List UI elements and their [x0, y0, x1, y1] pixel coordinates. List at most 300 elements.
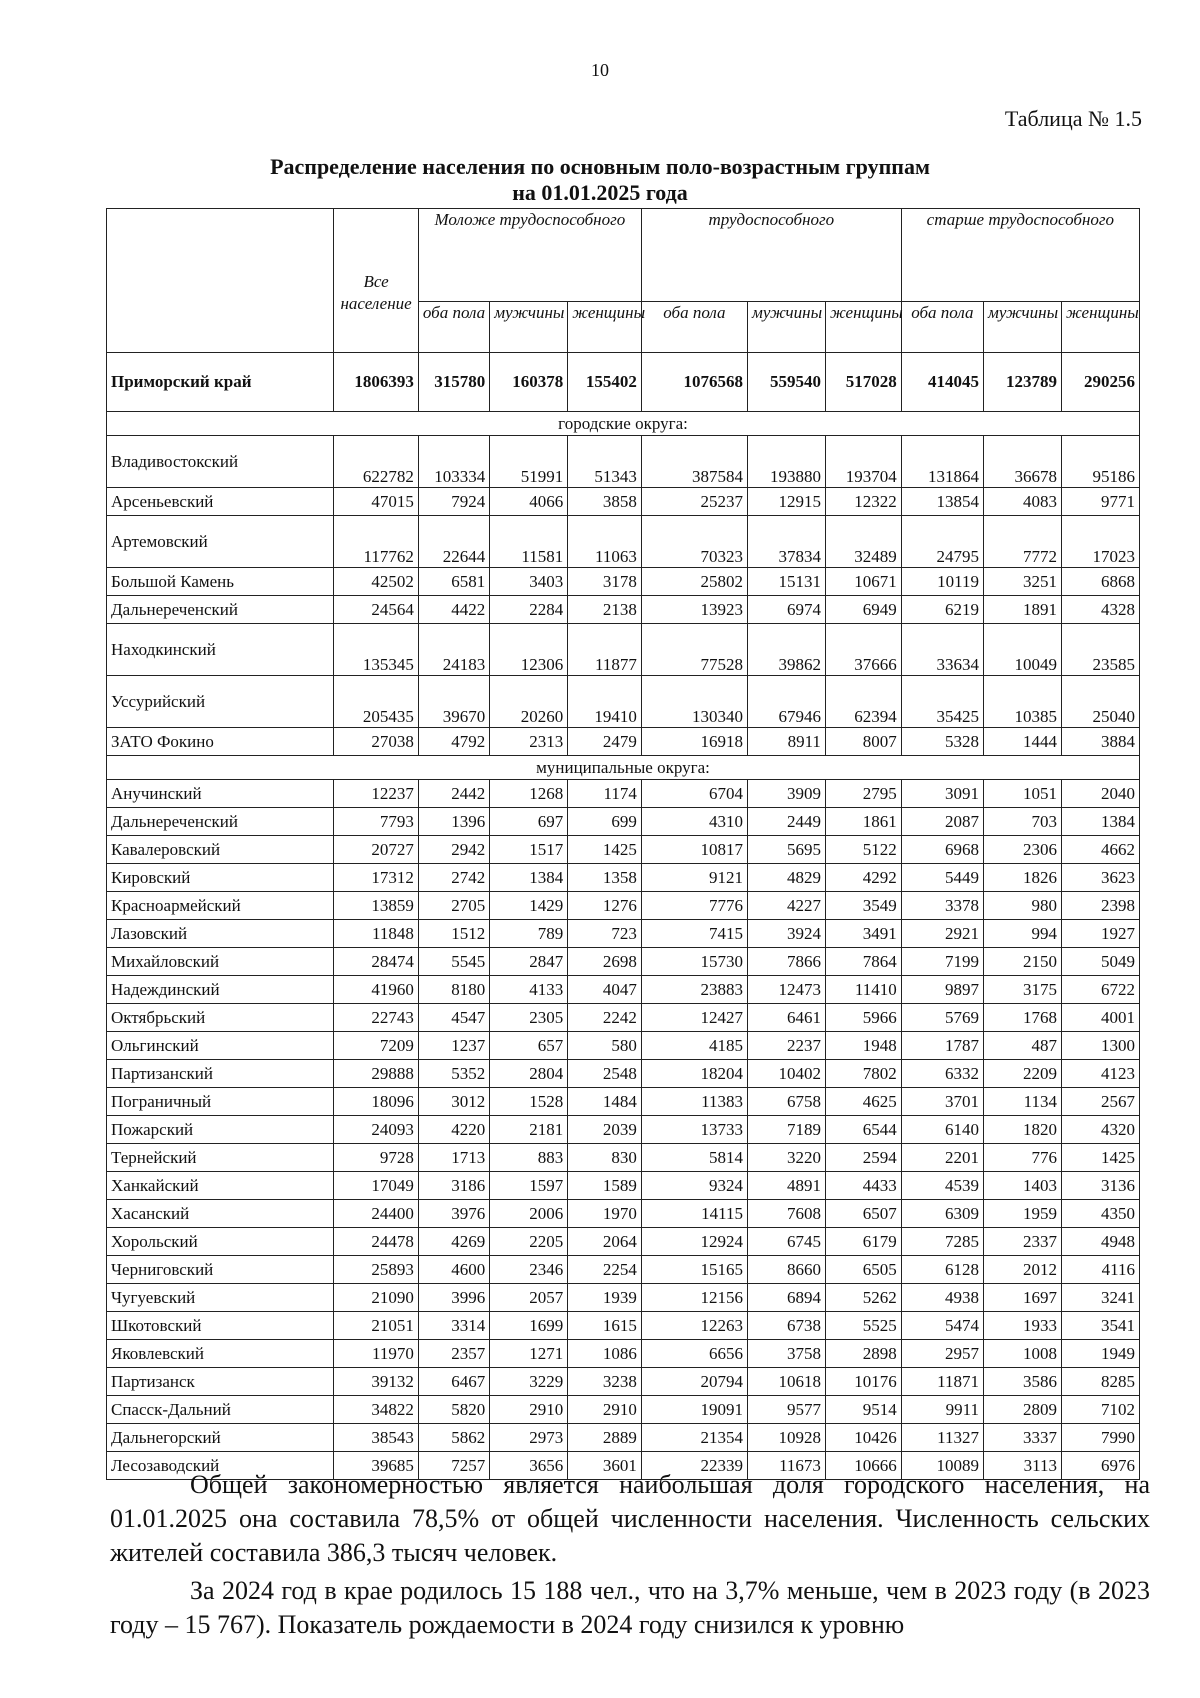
table-cell: 14115	[641, 1200, 747, 1228]
table-cell: 2087	[901, 808, 983, 836]
table-cell: 3656	[490, 1452, 568, 1480]
table-cell: 5814	[641, 1144, 747, 1172]
table-cell: 1512	[418, 920, 489, 948]
table-row	[107, 1116, 1140, 1144]
table-cell: 13854	[901, 488, 983, 516]
table-cell: 23883	[641, 976, 747, 1004]
table-cell: 19091	[641, 1396, 747, 1424]
table-cell: 2313	[490, 728, 568, 756]
table-cell: 6140	[901, 1116, 983, 1144]
table-cell: 2398	[1061, 892, 1139, 920]
table-cell: 4123	[1061, 1060, 1139, 1088]
table-cell: 7209	[334, 1032, 418, 1060]
table-cell: 8180	[418, 976, 489, 1004]
row-name: Шкотовский	[107, 1312, 334, 1340]
row-name: Хорольский	[107, 1228, 334, 1256]
table-cell: 11383	[641, 1088, 747, 1116]
table-cell: 21090	[334, 1284, 418, 1312]
table-cell: 6704	[641, 780, 747, 808]
table-cell: 2064	[568, 1228, 642, 1256]
table-cell: 39862	[747, 624, 825, 676]
table-cell: 1396	[418, 808, 489, 836]
table-cell: 3858	[568, 488, 642, 516]
table-cell: 4350	[1061, 1200, 1139, 1228]
table-cell: 39132	[334, 1368, 418, 1396]
table-cell: 3549	[825, 892, 901, 920]
row-name: Ольгинский	[107, 1032, 334, 1060]
table-cell: 8007	[825, 728, 901, 756]
table-cell: 37834	[747, 516, 825, 568]
table-cell: 39670	[418, 676, 489, 728]
table-cell: 205435	[334, 676, 418, 728]
table-title-line1: Распределение населения по основным поло-возрастным группам	[270, 154, 930, 179]
table-cell: 32489	[825, 516, 901, 568]
table-cell: 1589	[568, 1172, 642, 1200]
table-cell: 3623	[1061, 864, 1139, 892]
table-cell: 20794	[641, 1368, 747, 1396]
table-cell: 7864	[825, 948, 901, 976]
table-cell: 3909	[747, 780, 825, 808]
table-cell: 883	[490, 1144, 568, 1172]
table-cell: 2205	[490, 1228, 568, 1256]
table-cell: 2742	[418, 864, 489, 892]
row-name: Дальнегорский	[107, 1424, 334, 1452]
table-cell: 10666	[825, 1452, 901, 1480]
row-name: Яковлевский	[107, 1340, 334, 1368]
table-cell: 1939	[568, 1284, 642, 1312]
row-name: Чугуевский	[107, 1284, 334, 1312]
table-cell: 22339	[641, 1452, 747, 1480]
table-cell: 1076568	[641, 353, 747, 412]
table-cell: 3091	[901, 780, 983, 808]
section-urban	[107, 412, 1140, 436]
table-cell: 47015	[334, 488, 418, 516]
table-row	[107, 836, 1140, 864]
table-cell: 6544	[825, 1116, 901, 1144]
table-row	[107, 1312, 1140, 1340]
table-cell: 4433	[825, 1172, 901, 1200]
table-row	[107, 1032, 1140, 1060]
table-cell: 4227	[747, 892, 825, 920]
row-name: Кировский	[107, 864, 334, 892]
table-cell: 3924	[747, 920, 825, 948]
table-cell: 6128	[901, 1256, 983, 1284]
table-cell: 9514	[825, 1396, 901, 1424]
table-cell: 1517	[490, 836, 568, 864]
table-cell: 6758	[747, 1088, 825, 1116]
table-cell: 34822	[334, 1396, 418, 1424]
table-cell: 18096	[334, 1088, 418, 1116]
table-cell: 131864	[901, 436, 983, 488]
table-cell: 62394	[825, 676, 901, 728]
population-table	[106, 208, 1140, 1480]
table-cell: 1820	[984, 1116, 1062, 1144]
table-cell: 1949	[1061, 1340, 1139, 1368]
table-cell: 10119	[901, 568, 983, 596]
table-cell: 789	[490, 920, 568, 948]
section-municipal-label: муниципальные округа:	[107, 756, 1140, 780]
table-cell: 10385	[984, 676, 1062, 728]
table-cell: 2254	[568, 1256, 642, 1284]
table-cell: 1384	[1061, 808, 1139, 836]
table-cell: 6974	[747, 596, 825, 624]
table-cell: 3012	[418, 1088, 489, 1116]
table-cell: 2921	[901, 920, 983, 948]
table-cell: 2181	[490, 1116, 568, 1144]
table-cell: 10618	[747, 1368, 825, 1396]
table-cell: 2910	[490, 1396, 568, 1424]
table-cell: 37666	[825, 624, 901, 676]
table-cell: 6467	[418, 1368, 489, 1396]
row-name: Кавалеровский	[107, 836, 334, 864]
table-cell: 387584	[641, 436, 747, 488]
table-row	[107, 624, 1140, 676]
header-working-men: мужчины	[747, 302, 825, 353]
table-row	[107, 1284, 1140, 1312]
row-name: Надеждинский	[107, 976, 334, 1004]
table-cell: 7415	[641, 920, 747, 948]
table-cell: 10176	[825, 1368, 901, 1396]
table-cell: 38543	[334, 1424, 418, 1452]
table-cell: 10426	[825, 1424, 901, 1452]
table-cell: 12306	[490, 624, 568, 676]
header-empty	[107, 209, 334, 353]
table-cell: 8285	[1061, 1368, 1139, 1396]
table-cell: 1425	[568, 836, 642, 864]
table-cell: 697	[490, 808, 568, 836]
row-name: Спасск-Дальний	[107, 1396, 334, 1424]
table-row	[107, 1144, 1140, 1172]
table-cell: 15131	[747, 568, 825, 596]
table-cell: 699	[568, 808, 642, 836]
table-cell: 4625	[825, 1088, 901, 1116]
table-cell: 9771	[1061, 488, 1139, 516]
table-row	[107, 676, 1140, 728]
table-cell: 7608	[747, 1200, 825, 1228]
table-row	[107, 864, 1140, 892]
table-cell: 487	[984, 1032, 1062, 1060]
table-cell: 42502	[334, 568, 418, 596]
table-cell: 2306	[984, 836, 1062, 864]
table-cell: 2898	[825, 1340, 901, 1368]
table-cell: 2973	[490, 1424, 568, 1452]
table-cell: 13923	[641, 596, 747, 624]
table-cell: 1425	[1061, 1144, 1139, 1172]
table-cell: 5262	[825, 1284, 901, 1312]
table-cell: 1484	[568, 1088, 642, 1116]
table-cell: 12263	[641, 1312, 747, 1340]
row-name: Дальнереченский	[107, 808, 334, 836]
table-row	[107, 1396, 1140, 1424]
table-cell: 193704	[825, 436, 901, 488]
table-cell: 3378	[901, 892, 983, 920]
table-cell: 1271	[490, 1340, 568, 1368]
table-cell: 22743	[334, 1004, 418, 1032]
table-cell: 7199	[901, 948, 983, 976]
header-older-men: мужчины	[984, 302, 1062, 353]
header-younger-men: мужчины	[490, 302, 568, 353]
table-cell: 3701	[901, 1088, 983, 1116]
table-cell: 622782	[334, 436, 418, 488]
table-cell: 4292	[825, 864, 901, 892]
table-cell: 4133	[490, 976, 568, 1004]
table-cell: 4547	[418, 1004, 489, 1032]
row-name: Приморский край	[107, 353, 334, 412]
table-row	[107, 976, 1140, 1004]
table-cell: 6968	[901, 836, 983, 864]
table-cell: 2795	[825, 780, 901, 808]
table-cell: 11970	[334, 1340, 418, 1368]
table-cell: 1134	[984, 1088, 1062, 1116]
table-cell: 559540	[747, 353, 825, 412]
row-name: Тернейский	[107, 1144, 334, 1172]
table-row	[107, 1004, 1140, 1032]
row-name: Хасанский	[107, 1200, 334, 1228]
header-working-women: женщины	[825, 302, 901, 353]
table-cell: 11871	[901, 1368, 983, 1396]
table-cell: 5545	[418, 948, 489, 976]
table-cell: 11581	[490, 516, 568, 568]
table-cell: 4269	[418, 1228, 489, 1256]
table-cell: 6332	[901, 1060, 983, 1088]
section-municipal	[107, 756, 1140, 780]
table-cell: 4328	[1061, 596, 1139, 624]
table-cell: 7866	[747, 948, 825, 976]
table-cell: 4539	[901, 1172, 983, 1200]
table-row	[107, 1340, 1140, 1368]
table-cell: 4792	[418, 728, 489, 756]
table-row	[107, 1060, 1140, 1088]
table-cell: 5328	[901, 728, 983, 756]
table-cell: 5862	[418, 1424, 489, 1452]
table-cell: 9324	[641, 1172, 747, 1200]
row-name: Владивостокский	[107, 436, 334, 488]
table-cell: 10402	[747, 1060, 825, 1088]
table-cell: 414045	[901, 353, 983, 412]
row-name: ЗАТО Фокино	[107, 728, 334, 756]
table-cell: 994	[984, 920, 1062, 948]
table-cell: 517028	[825, 353, 901, 412]
table-cell: 2337	[984, 1228, 1062, 1256]
table-cell: 2138	[568, 596, 642, 624]
table-cell: 39685	[334, 1452, 418, 1480]
table-cell: 3586	[984, 1368, 1062, 1396]
table-cell: 830	[568, 1144, 642, 1172]
table-cell: 5449	[901, 864, 983, 892]
table-cell: 3491	[825, 920, 901, 948]
table-cell: 20260	[490, 676, 568, 728]
header-older-women: женщины	[1061, 302, 1139, 353]
table-cell: 5352	[418, 1060, 489, 1088]
table-cell: 1713	[418, 1144, 489, 1172]
table-title-line2: на 01.01.2025 года	[512, 180, 688, 205]
table-cell: 9911	[901, 1396, 983, 1424]
table-cell: 11410	[825, 976, 901, 1004]
table-cell: 10817	[641, 836, 747, 864]
table-cell: 2012	[984, 1256, 1062, 1284]
table-cell: 7793	[334, 808, 418, 836]
table-cell: 6505	[825, 1256, 901, 1284]
table-cell: 1597	[490, 1172, 568, 1200]
table-cell: 1008	[984, 1340, 1062, 1368]
table-cell: 155402	[568, 353, 642, 412]
row-name: Черниговский	[107, 1256, 334, 1284]
table-cell: 33634	[901, 624, 983, 676]
table-cell: 17312	[334, 864, 418, 892]
table-cell: 21354	[641, 1424, 747, 1452]
table-cell: 7772	[984, 516, 1062, 568]
table-cell: 2039	[568, 1116, 642, 1144]
table-cell: 2705	[418, 892, 489, 920]
table-row	[107, 436, 1140, 488]
table-cell: 8660	[747, 1256, 825, 1284]
table-cell: 7189	[747, 1116, 825, 1144]
table-cell: 12322	[825, 488, 901, 516]
table-row	[107, 948, 1140, 976]
table-cell: 3541	[1061, 1312, 1139, 1340]
header-younger-women: женщины	[568, 302, 642, 353]
table-cell: 35425	[901, 676, 983, 728]
table-cell: 1384	[490, 864, 568, 892]
table-cell: 25802	[641, 568, 747, 596]
table-cell: 18204	[641, 1060, 747, 1088]
table-cell: 4891	[747, 1172, 825, 1200]
row-name: Лазовский	[107, 920, 334, 948]
table-cell: 2150	[984, 948, 1062, 976]
table-cell: 3229	[490, 1368, 568, 1396]
table-cell: 4938	[901, 1284, 983, 1312]
table-cell: 4185	[641, 1032, 747, 1060]
table-cell: 67946	[747, 676, 825, 728]
table-cell: 3758	[747, 1340, 825, 1368]
table-cell: 1051	[984, 780, 1062, 808]
table-cell: 25237	[641, 488, 747, 516]
table-cell: 21051	[334, 1312, 418, 1340]
header-working-both: оба пола	[641, 302, 747, 353]
table-cell: 4310	[641, 808, 747, 836]
table-cell: 5769	[901, 1004, 983, 1032]
table-cell: 36678	[984, 436, 1062, 488]
table-cell: 3178	[568, 568, 642, 596]
table-cell: 1429	[490, 892, 568, 920]
table-cell: 703	[984, 808, 1062, 836]
table-cell: 7990	[1061, 1424, 1139, 1452]
table-cell: 12156	[641, 1284, 747, 1312]
table-cell: 2567	[1061, 1088, 1139, 1116]
table-cell: 12427	[641, 1004, 747, 1032]
table-cell: 6722	[1061, 976, 1139, 1004]
table-cell: 2284	[490, 596, 568, 624]
table-row	[107, 728, 1140, 756]
table-cell: 1697	[984, 1284, 1062, 1312]
row-name: Арсеньевский	[107, 488, 334, 516]
table-cell: 8911	[747, 728, 825, 756]
table-cell: 15165	[641, 1256, 747, 1284]
table-cell: 2698	[568, 948, 642, 976]
paragraph-births: За 2024 год в крае родилось 15 188 чел., что на 3,7% меньше, чем в 2023 году (в 2023 году – 15 767). Показатель рождаемости в 2024 году снизился к уровню	[110, 1576, 1150, 1639]
table-cell: 9728	[334, 1144, 418, 1172]
table-cell: 16918	[641, 728, 747, 756]
table-cell: 6868	[1061, 568, 1139, 596]
table-cell: 1174	[568, 780, 642, 808]
table-cell: 6745	[747, 1228, 825, 1256]
header-all-population: Все население	[334, 209, 418, 353]
table-cell: 29888	[334, 1060, 418, 1088]
table-cell: 5966	[825, 1004, 901, 1032]
table-cell: 4600	[418, 1256, 489, 1284]
table-cell: 24564	[334, 596, 418, 624]
table-cell: 3175	[984, 976, 1062, 1004]
table-cell: 6656	[641, 1340, 747, 1368]
table-cell: 6976	[1061, 1452, 1139, 1480]
header-older-both: оба пола	[901, 302, 983, 353]
table-cell: 3251	[984, 568, 1062, 596]
table-cell: 10928	[747, 1424, 825, 1452]
table-cell: 723	[568, 920, 642, 948]
table-cell: 1528	[490, 1088, 568, 1116]
table-row	[107, 1424, 1140, 1452]
table-cell: 9121	[641, 864, 747, 892]
table-cell: 6461	[747, 1004, 825, 1032]
table-cell: 6738	[747, 1312, 825, 1340]
table-cell: 6219	[901, 596, 983, 624]
table-cell: 13733	[641, 1116, 747, 1144]
table-cell: 25893	[334, 1256, 418, 1284]
table-cell: 1933	[984, 1312, 1062, 1340]
table-cell: 27038	[334, 728, 418, 756]
table-cell: 2209	[984, 1060, 1062, 1088]
table-cell: 4047	[568, 976, 642, 1004]
table-cell: 51343	[568, 436, 642, 488]
table-cell: 2804	[490, 1060, 568, 1088]
table-cell: 41960	[334, 976, 418, 1004]
table-cell: 3601	[568, 1452, 642, 1480]
table-cell: 22644	[418, 516, 489, 568]
table-cell: 2449	[747, 808, 825, 836]
table-cell: 1699	[490, 1312, 568, 1340]
table-cell: 580	[568, 1032, 642, 1060]
row-name: Ханкайский	[107, 1172, 334, 1200]
table-cell: 28474	[334, 948, 418, 976]
table-cell: 1959	[984, 1200, 1062, 1228]
row-name: Большой Камень	[107, 568, 334, 596]
table-cell: 193880	[747, 436, 825, 488]
table-cell: 4422	[418, 596, 489, 624]
table-cell: 1615	[568, 1312, 642, 1340]
table-cell: 51991	[490, 436, 568, 488]
paragraph-urban-share: Общей закономерностью является наибольшая доля городского населения, на 01.01.2025 она составила 78,5% от общей численности населения. Численность сельских жителей составила 386,3 тысяч человек.	[110, 1470, 1150, 1567]
table-cell: 11327	[901, 1424, 983, 1452]
table-cell: 2809	[984, 1396, 1062, 1424]
section-urban-label: городские округа:	[107, 412, 1140, 436]
table-cell: 1826	[984, 864, 1062, 892]
table-cell: 24478	[334, 1228, 418, 1256]
table-cell: 2006	[490, 1200, 568, 1228]
table-cell: 3403	[490, 568, 568, 596]
table-cell: 77528	[641, 624, 747, 676]
table-cell: 1891	[984, 596, 1062, 624]
table-cell: 2910	[568, 1396, 642, 1424]
table-cell: 9577	[747, 1396, 825, 1424]
table-cell: 4001	[1061, 1004, 1139, 1032]
table-cell: 3337	[984, 1424, 1062, 1452]
table-cell: 5049	[1061, 948, 1139, 976]
table-cell: 1268	[490, 780, 568, 808]
table-cell: 3241	[1061, 1284, 1139, 1312]
table-cell: 2242	[568, 1004, 642, 1032]
table-cell: 6581	[418, 568, 489, 596]
table-row	[107, 780, 1140, 808]
